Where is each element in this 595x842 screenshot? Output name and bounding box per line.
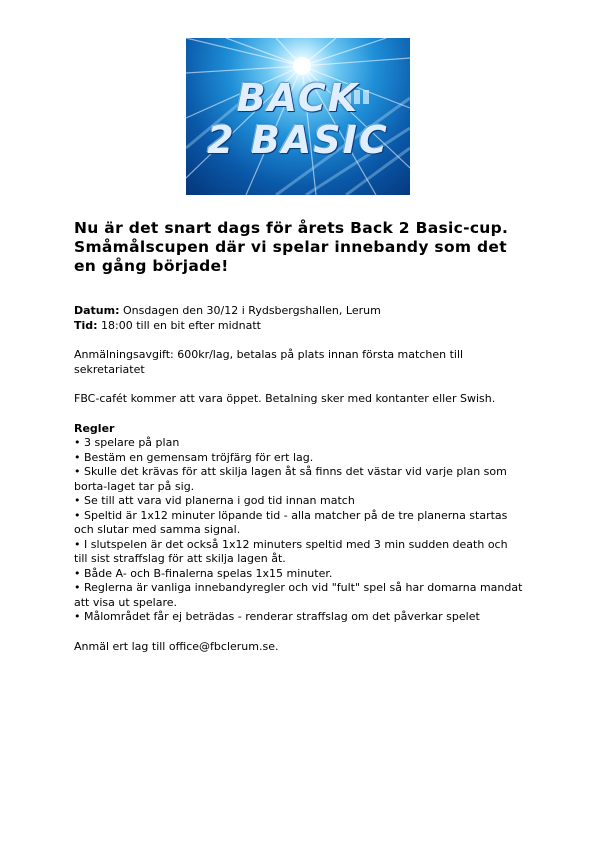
rule-item: • Både A- och B-finalerna spelas 1x15 minuter. bbox=[74, 567, 524, 582]
banner-title-line1: BACK bbox=[236, 76, 360, 120]
back-2-basic-banner bbox=[186, 38, 410, 195]
date-value: Onsdagen den 30/12 i Rydsbergshallen, Lerum bbox=[119, 304, 381, 317]
time-value: 18:00 till en bit efter midnatt bbox=[97, 318, 261, 332]
rule-item: • Bestäm en gemensam tröjfärg för ert lag. bbox=[74, 451, 524, 466]
fee-text: Anmälningsavgift: 600kr/lag, betalas på plats innan första matchen till sekretariatet bbox=[74, 348, 464, 376]
rules-list bbox=[74, 436, 524, 625]
time-label: Tid: bbox=[74, 318, 98, 332]
document-body bbox=[74, 304, 524, 654]
rule-item: • I slutspelen är det också 1x12 minuters speltid med 3 min sudden death och till sist straffslag för att skilja lagen åt. bbox=[74, 538, 524, 567]
rule-item: • 3 spelare på plan bbox=[74, 436, 524, 451]
date-line bbox=[74, 304, 524, 319]
banner-title-line2: 2 BASIC bbox=[207, 118, 389, 162]
rule-item: • Speltid är 1x12 minuter löpande tid - alla matcher på de tre planerna startas och slutar med samma signal. bbox=[74, 509, 524, 538]
cafe-text: FBC-cafét kommer att vara öppet. Betalning sker med kontanter eller Swish. bbox=[74, 392, 496, 405]
rule-item: • Skulle det krävas för att skilja lagen åt så finns det västar vid varje plan som borta-laget tar på sig. bbox=[74, 465, 524, 494]
rule-item: • Reglerna är vanliga innebandyregler och vid "fult" spel så har domarna mandat att visa ut spelare. bbox=[74, 581, 524, 610]
time-line bbox=[74, 319, 524, 334]
rule-item: • Målområdet får ej beträdas - renderar straffslag om det påverkar spelet bbox=[74, 610, 524, 625]
date-label: Datum: bbox=[74, 304, 120, 317]
signup-text: Anmäl ert lag till office@fbclerum.se. bbox=[74, 639, 279, 653]
headline: Nu är det snart dags för årets Back 2 Basic-cup. Småmålscupen där vi spelar innebandy som det en gång började! bbox=[74, 219, 509, 275]
rules-heading: Regler bbox=[74, 421, 115, 435]
rule-item: • Se till att vara vid planerna i god tid innan match bbox=[74, 494, 524, 509]
